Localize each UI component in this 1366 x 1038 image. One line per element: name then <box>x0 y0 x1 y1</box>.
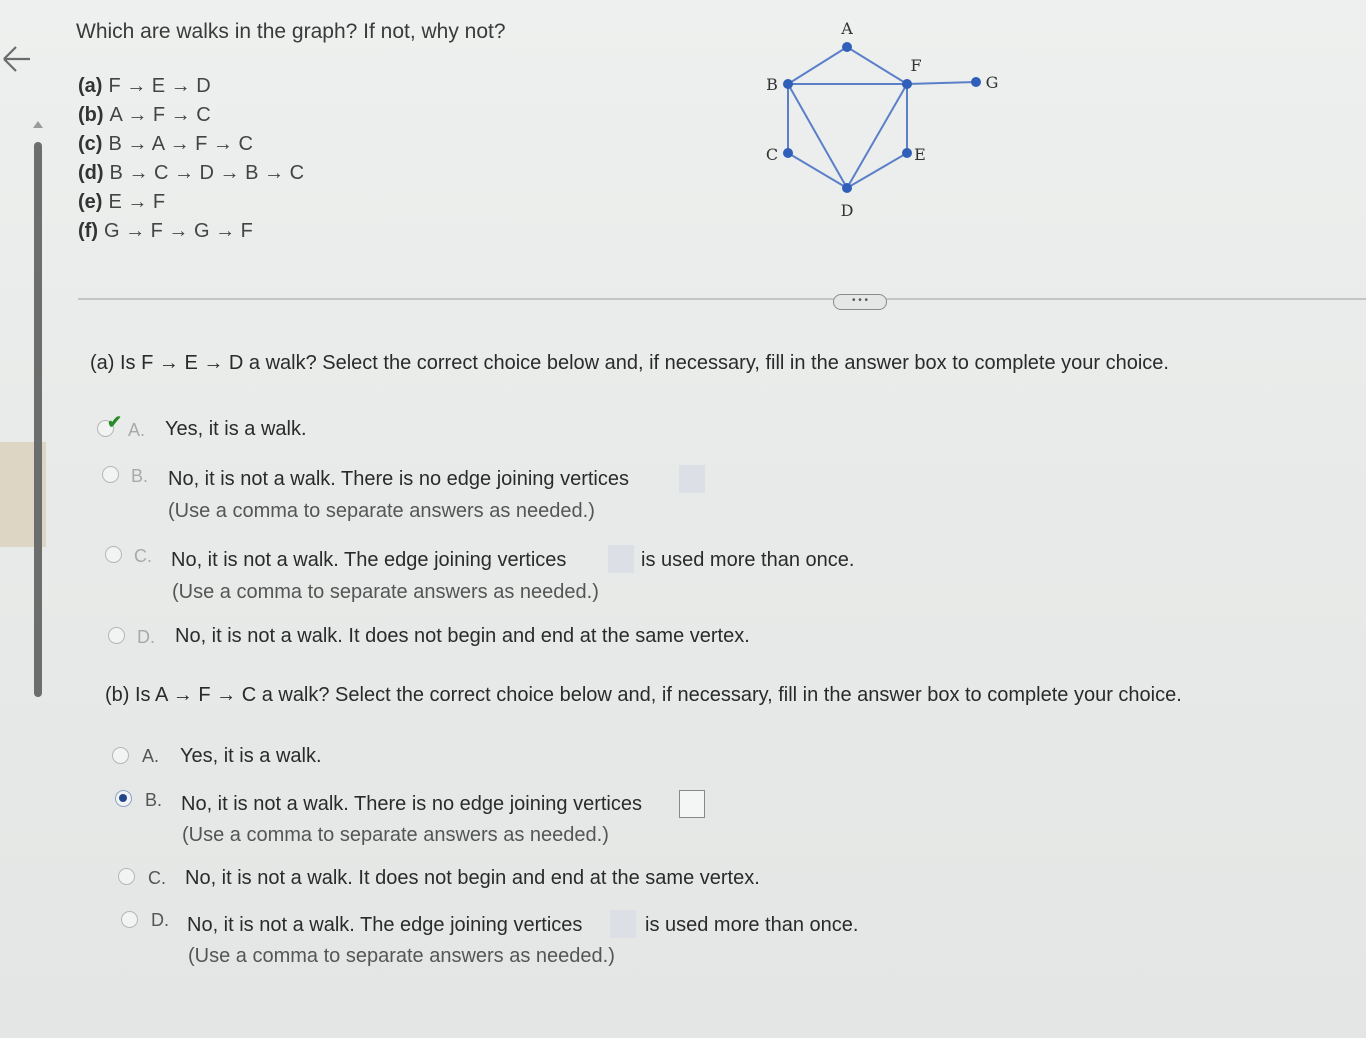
graph-vertex-A <box>842 42 852 52</box>
checkmark-icon: ✔ <box>107 412 123 432</box>
walk-path: E → F <box>108 191 166 213</box>
walk-letter: (b) <box>78 104 104 126</box>
graph-edge-AF <box>847 47 907 84</box>
radio-button[interactable] <box>112 747 129 764</box>
radio-button[interactable] <box>102 466 119 483</box>
walk-item-e <box>78 188 304 217</box>
graph-diagram <box>752 14 1012 224</box>
choice-text: No, it is not a walk. The edge joining vertices <box>187 914 583 936</box>
walk-path: G → F → G → F <box>103 220 253 242</box>
choice-hint: (Use a comma to separate answers as needed.) <box>182 824 609 846</box>
graph-vertex-label-B: B <box>766 75 778 94</box>
choice-hint: (Use a comma to separate answers as needed.) <box>188 945 615 967</box>
choice-letter: C. <box>148 868 166 888</box>
graph-vertex-F <box>902 79 912 89</box>
graph-edge-FG <box>907 82 976 84</box>
walk-path: B → A → F → C <box>108 133 253 155</box>
graph-vertex-label-E: E <box>914 145 926 164</box>
graph-vertex-label-G: G <box>985 73 999 92</box>
walk-item-f <box>78 217 304 246</box>
radio-button[interactable] <box>108 627 125 644</box>
choice-text: Yes, it is a walk. <box>165 418 307 440</box>
scrollbar-thumb[interactable] <box>34 142 42 697</box>
walk-letter: (d) <box>78 162 104 184</box>
answer-box[interactable] <box>679 790 705 818</box>
radio-button[interactable] <box>121 911 138 928</box>
choice-letter: D. <box>151 910 169 930</box>
graph-vertex-C <box>783 148 793 158</box>
graph-vertex-E <box>902 148 912 158</box>
walk-path: F → E → D <box>108 75 211 97</box>
graph-vertex-D <box>842 183 852 193</box>
choice-letter: C. <box>134 546 152 566</box>
choice-text: No, it is not a walk. It does not begin and end at the same vertex. <box>185 867 760 889</box>
walk-path: B → C → D → B → C <box>109 162 305 184</box>
choice-hint: (Use a comma to separate answers as needed.) <box>172 581 599 603</box>
radio-button-selected[interactable] <box>115 790 132 807</box>
walk-item-a <box>78 72 304 101</box>
radio-button[interactable] <box>105 546 122 563</box>
walk-item-d <box>78 159 304 188</box>
choice-text: No, it is not a walk. It does not begin and end at the same vertex. <box>175 625 750 647</box>
back-arrow-icon[interactable] <box>0 42 34 76</box>
graph-edge-BD <box>788 84 847 188</box>
walk-item-b <box>78 101 304 130</box>
graph-vertex-B <box>783 79 793 89</box>
walk-path: A → F → C <box>109 104 211 126</box>
walk-letter: (f) <box>78 220 98 242</box>
graph-edge-AB <box>788 47 847 84</box>
scroll-up-icon[interactable] <box>33 121 43 128</box>
part-a-prompt: (a) Is F → E → D a walk? Select the correct choice below and, if necessary, fill in the answer box to complete your choice. <box>90 352 1169 374</box>
choice-text: No, it is not a walk. The edge joining vertices <box>171 549 567 571</box>
choice-text: Yes, it is a walk. <box>180 745 322 767</box>
radio-button[interactable] <box>118 868 135 885</box>
answer-box[interactable] <box>608 545 634 573</box>
choice-letter: B. <box>131 466 149 486</box>
choice-text-after: is used more than once. <box>641 549 855 571</box>
choice-hint: (Use a comma to separate answers as needed.) <box>168 500 595 522</box>
graph-vertex-label-C: C <box>765 145 779 164</box>
answer-box[interactable] <box>679 465 705 493</box>
walk-letter: (a) <box>78 75 103 97</box>
graph-vertex-label-D: D <box>840 201 854 220</box>
walk-list <box>78 72 304 246</box>
choice-letter: D. <box>137 627 155 647</box>
part-b-prompt: (b) Is A → F → C a walk? Select the correct choice below and, if necessary, fill in the answer box to complete your choice. <box>105 684 1182 706</box>
walk-letter: (c) <box>78 133 103 155</box>
walk-item-c <box>78 130 304 159</box>
walk-letter: (e) <box>78 191 103 213</box>
section-divider <box>78 298 1366 300</box>
expand-button[interactable]: • • • <box>833 294 887 310</box>
question-title: Which are walks in the graph? If not, why not? <box>76 20 506 43</box>
choice-letter: A. <box>142 746 160 766</box>
graph-edge-DF <box>847 84 907 188</box>
graph-vertex-label-F: F <box>910 56 922 75</box>
choice-letter: B. <box>145 790 163 810</box>
choice-text: No, it is not a walk. There is no edge joining vertices <box>168 468 629 490</box>
graph-vertex-label-A: A <box>841 19 853 38</box>
choice-letter: A. <box>128 420 146 440</box>
answer-box[interactable] <box>610 910 636 938</box>
choice-text-after: is used more than once. <box>645 914 859 936</box>
choice-text: No, it is not a walk. There is no edge joining vertices <box>181 793 642 815</box>
graph-vertex-G <box>971 77 981 87</box>
